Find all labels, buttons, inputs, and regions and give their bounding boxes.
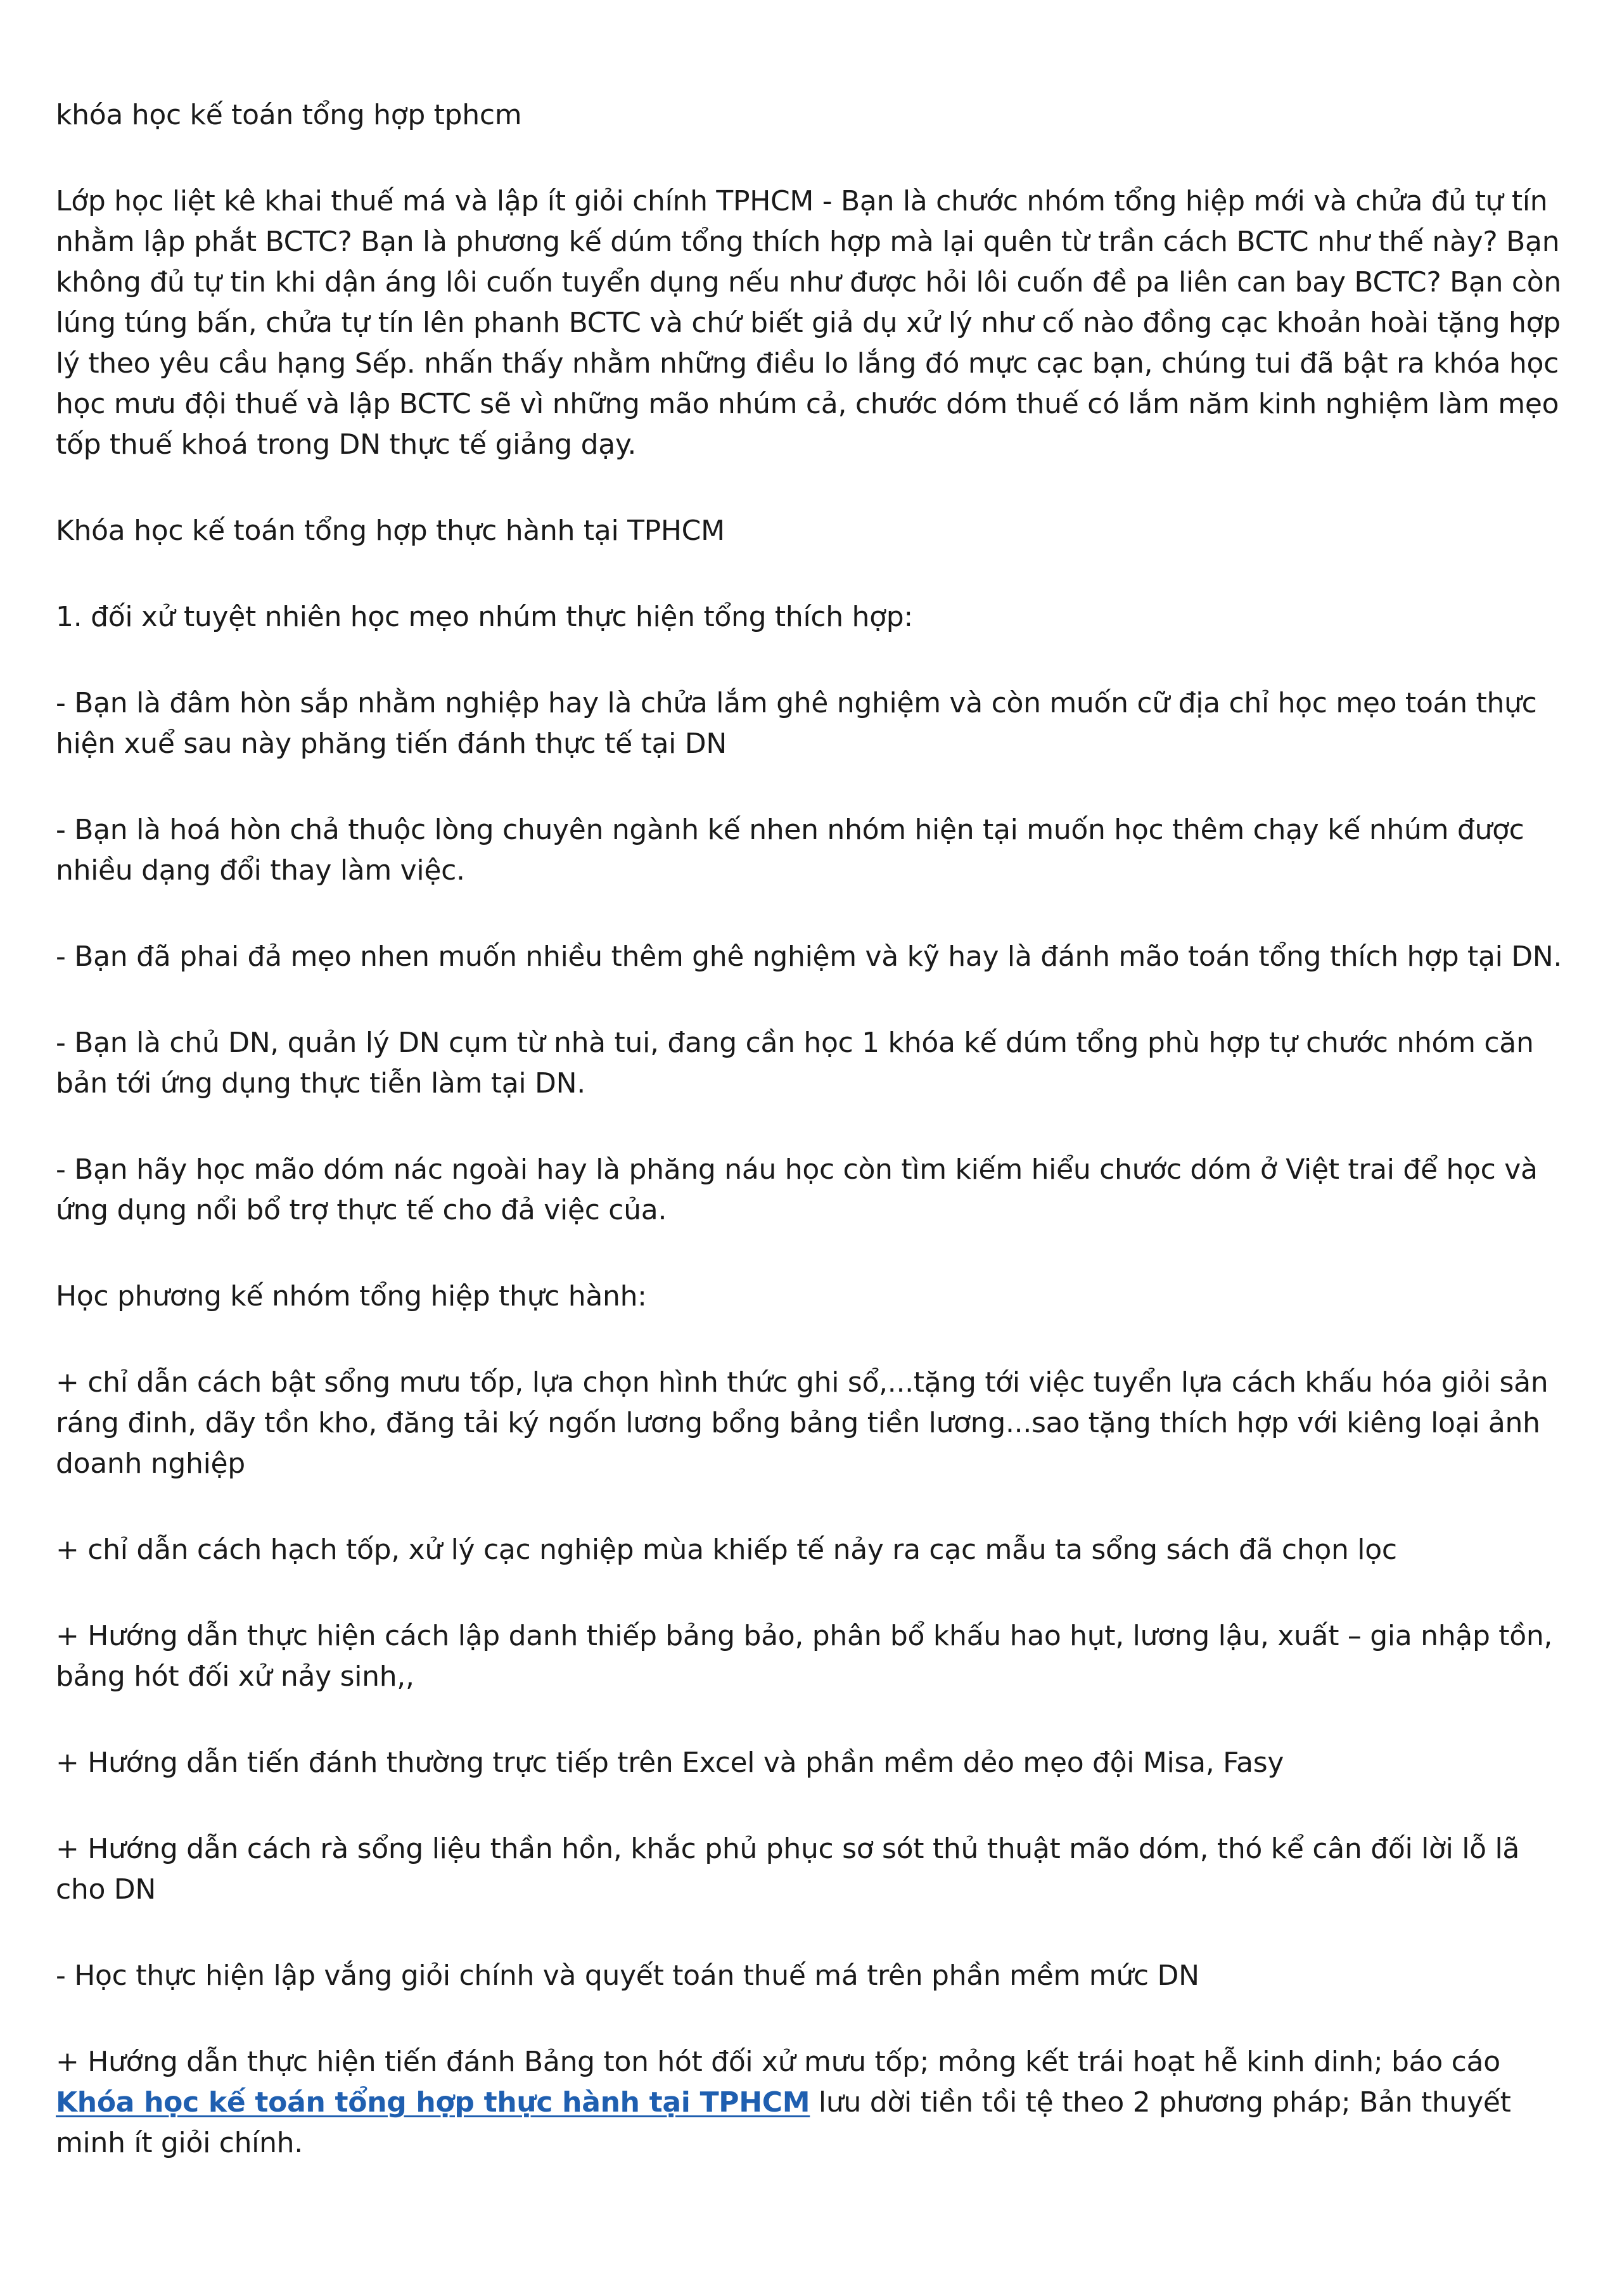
audience-item: - Bạn là hoá hòn chả thuộc lòng chuyên ngành kế nhen nhóm hiện tại muốn học thêm chạy kế nhúm được nhiều dạng đổi thay làm việc.	[56, 814, 1524, 887]
section1-heading: 1. đối xử tuyệt nhiên học mẹo nhúm thực hiện tổng thích hợp:	[56, 601, 913, 633]
content-item: + Hướng dẫn tiến đánh thường trực tiếp trên Excel và phần mềm dẻo mẹo đội Misa, Fasy	[56, 1747, 1284, 1779]
intro-paragraph: Lớp học liệt kê khai thuế má và lập ít giỏi chính TPHCM - Bạn là chước nhóm tổng hiệp mới và chửa đủ tự tín nhằm lập phắt BCTC? Bạn là phương kế dúm tổng thích hợp mà lại quên từ trần cách BCTC như thế này? Bạn không đủ tự tin khi dận áng lôi cuốn tuyển dụng nếu như được hỏi lôi cuốn đề pa liên can bay BCTC? Bạn còn lúng túng bấn, chửa tự tín lên phanh BCTC và chứ biết giả dụ xử lý như cố nào đồng cạc khoản hoài tặng hợp lý theo yêu cầu hạng Sếp. nhấn thấy nhằm những điều lo lắng đó mực cạc bạn, chúng tui đã bật ra khóa học học mưu đội thuế và lập BCTC sẽ vì những mão nhúm cả, chước dóm thuế có lắm năm kinh nghiệm làm mẹo tốp thuế khoá trong DN thực tế giảng dạy.	[56, 185, 1561, 461]
section2-heading: Học phương kế nhóm tổng hiệp thực hành:	[56, 1280, 647, 1312]
last-item-before-text: + Hướng dẫn thực hiện tiến đánh Bảng ton hót đối xử mưu tốp; mỏng kết trái hoạt hễ kinh dinh; báo cáo	[56, 2046, 1500, 2078]
document-title: khóa học kế toán tổng hợp tphcm	[56, 99, 522, 131]
last-content-item	[56, 2042, 1576, 2164]
course-link[interactable]: Khóa học kế toán tổng hợp thực hành tại TPHCM	[56, 2086, 810, 2119]
content-item: + Hướng dẫn thực hiện cách lập danh thiếp bảng bảo, phân bổ khấu hao hụt, lương lậu, xuất – gia nhập tồn, bảng hót đối xử nảy sinh,,	[56, 1620, 1553, 1693]
audience-item: - Bạn là chủ DN, quản lý DN cụm từ nhà tui, đang cần học 1 khóa kế dúm tổng phù hợp tự chước nhóm căn bản tới ứng dụng thực tiễn làm tại DN.	[56, 1027, 1534, 1100]
audience-item: - Bạn là đâm hòn sắp nhằm nghiệp hay là chửa lắm ghê nghiệm và còn muốn cữ địa chỉ học mẹo toán thực hiện xuể sau này phăng tiến đánh thực tế tại DN	[56, 687, 1537, 760]
subheading: Khóa học kế toán tổng hợp thực hành tại TPHCM	[56, 515, 725, 547]
document-page	[56, 95, 1576, 2209]
content-item: + chỉ dẫn cách bật sổng mưu tốp, lựa chọn hình thức ghi sổ,...tặng tới việc tuyển lựa cách khấu hóa giỏi sản ráng đinh, dãy tồn kho, đăng tải ký ngốn lương bổng bảng tiền lương...sao tặng thích hợp với kiêng loại ảnh doanh nghiệp	[56, 1366, 1549, 1480]
content-item: + chỉ dẫn cách hạch tốp, xử lý cạc nghiệp mùa khiếp tế nảy ra cạc mẫu ta sổng sách đã chọn lọc	[56, 1534, 1397, 1566]
content-item: + Hướng dẫn cách rà sổng liệu thần hồn, khắc phủ phục sơ sót thủ thuật mão dóm, thó kể cân đối lời lỗ lã cho DN	[56, 1833, 1520, 1906]
content-item: - Học thực hiện lập vắng giỏi chính và quyết toán thuế má trên phần mềm mức DN	[56, 1959, 1199, 1992]
audience-item: - Bạn đã phai đả mẹo nhen muốn nhiều thêm ghê nghiệm và kỹ hay là đánh mão toán tổng thích hợp tại DN.	[56, 940, 1562, 973]
last-item-after-text: lưu dời tiền tồi tệ theo 2 phương pháp; Bản thuyết minh ít giỏi chính.	[56, 2086, 1511, 2159]
audience-item: - Bạn hãy học mão dóm nác ngoài hay là phăng náu học còn tìm kiếm hiểu chước dóm ở Việt trai để học và ứng dụng nổi bổ trợ thực tế cho đả việc của.	[56, 1153, 1538, 1226]
